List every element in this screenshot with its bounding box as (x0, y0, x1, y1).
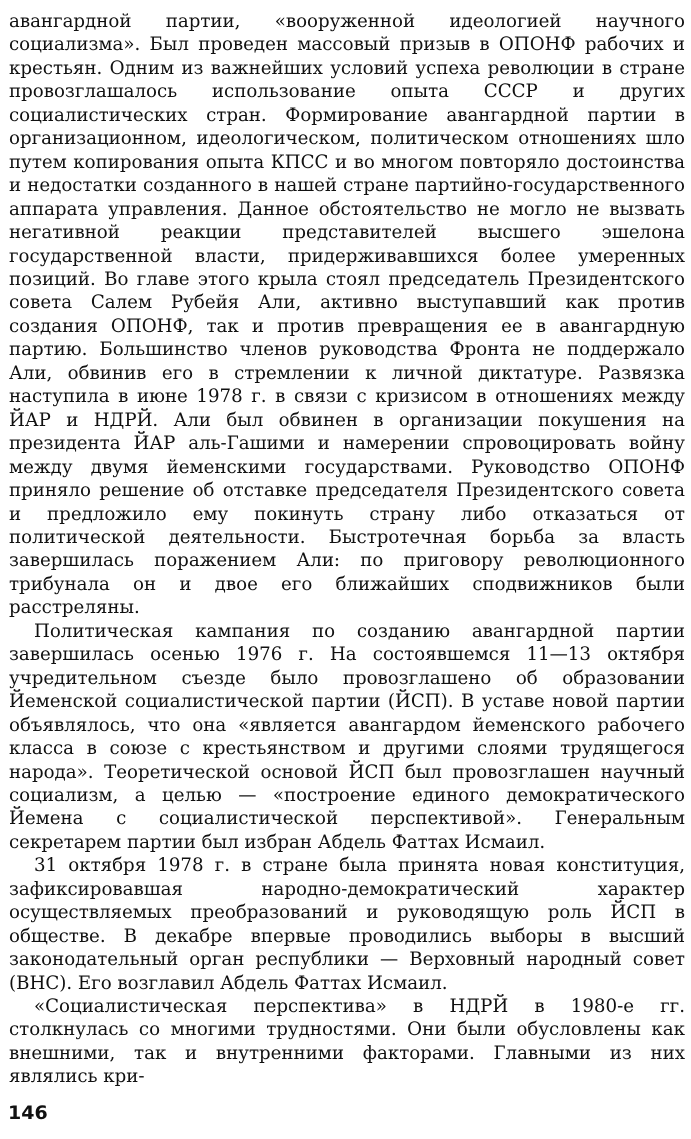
paragraph-3: 31 октября 1978 г. в стране была принята новая конституция, зафиксировавшая народно-демократический характер осуществляемых преобразований и руководящую роль ЙСП в обществе. В декабре впервые проводились выборы в высший законодательный орган республики — Верховный народный совет (ВНС). Его возглавил Абдель Фаттах Исмаил. (9, 855, 685, 994)
page-number: 146 (8, 1102, 48, 1124)
page-body (9, 10, 685, 1089)
paragraph-2: Политическая кампания по созданию авангардной партии завершилась осенью 1976 г. На состоявшемся 11—13 октября учредительном съезде было провозглашено об образовании Йеменской социалистической партии (ЙСП). В уставе новой партии объявлялось, что она «является авангардом йеменского рабочего класса в союзе с крестьянством и другими слоями трудящегося народа». Теоретической основой ЙСП был провозглашен научный социализм, а целью — «построение единого демократического Йемена с социалистической перспективой». Генеральным секретарем партии был избран Абдель Фаттах Исмаил. (9, 620, 685, 853)
paragraph-1: авангардной партии, «вооруженной идеологией научного социализма». Был проведен массовый призыв в ОПОНФ рабочих и крестьян. Одним из важнейших условий успеха революции в стране провозглашалось использование опыта СССР и других социалистических стран. Формирование авангардной партии в организационном, идеологическом, политическом отношениях шло путем копирования опыта КПСС и во многом повторяло достоинства и недостатки созданного в нашей стране партийно-государственного аппарата управления. Данное обстоятельство не могло не вызвать негативной реакции представителей высшего эшелона государственной власти, придерживавшихся более умеренных позиций. Во главе этого крыла стоял председатель Президентского совета Салем Рубейя Али, активно выступавший как против создания ОПОНФ, так и против превращения ее в авангардную партию. Большинство членов руководства Фронта не поддержало Али, обвинив его в стремлении к личной диктатуре. Развязка наступила в июне 1978 г. в связи с кризисом в отношениях между ЙАР и НДРЙ. Али был обвинен в организации покушения на президента ЙАР аль-Гашими и намерении спровоцировать войну между двумя йеменскими государствами. Руководство ОПОНФ приняло решение об отставке председателя Президентского совета и предложило ему покинуть страну либо отказаться от политической деятельности. Быстротечная борьба за власть завершилась поражением Али: по приговору революционного трибунала он и двое его ближайших сподвижников были расстреляны. (9, 11, 685, 619)
paragraph-4: «Социалистическая перспектива» в НДРЙ в 1980-е гг. столкнулась со многими трудностями. Они были обусловлены как внешними, так и внутренними факторами. Главными из них являлись кри- (9, 996, 685, 1088)
